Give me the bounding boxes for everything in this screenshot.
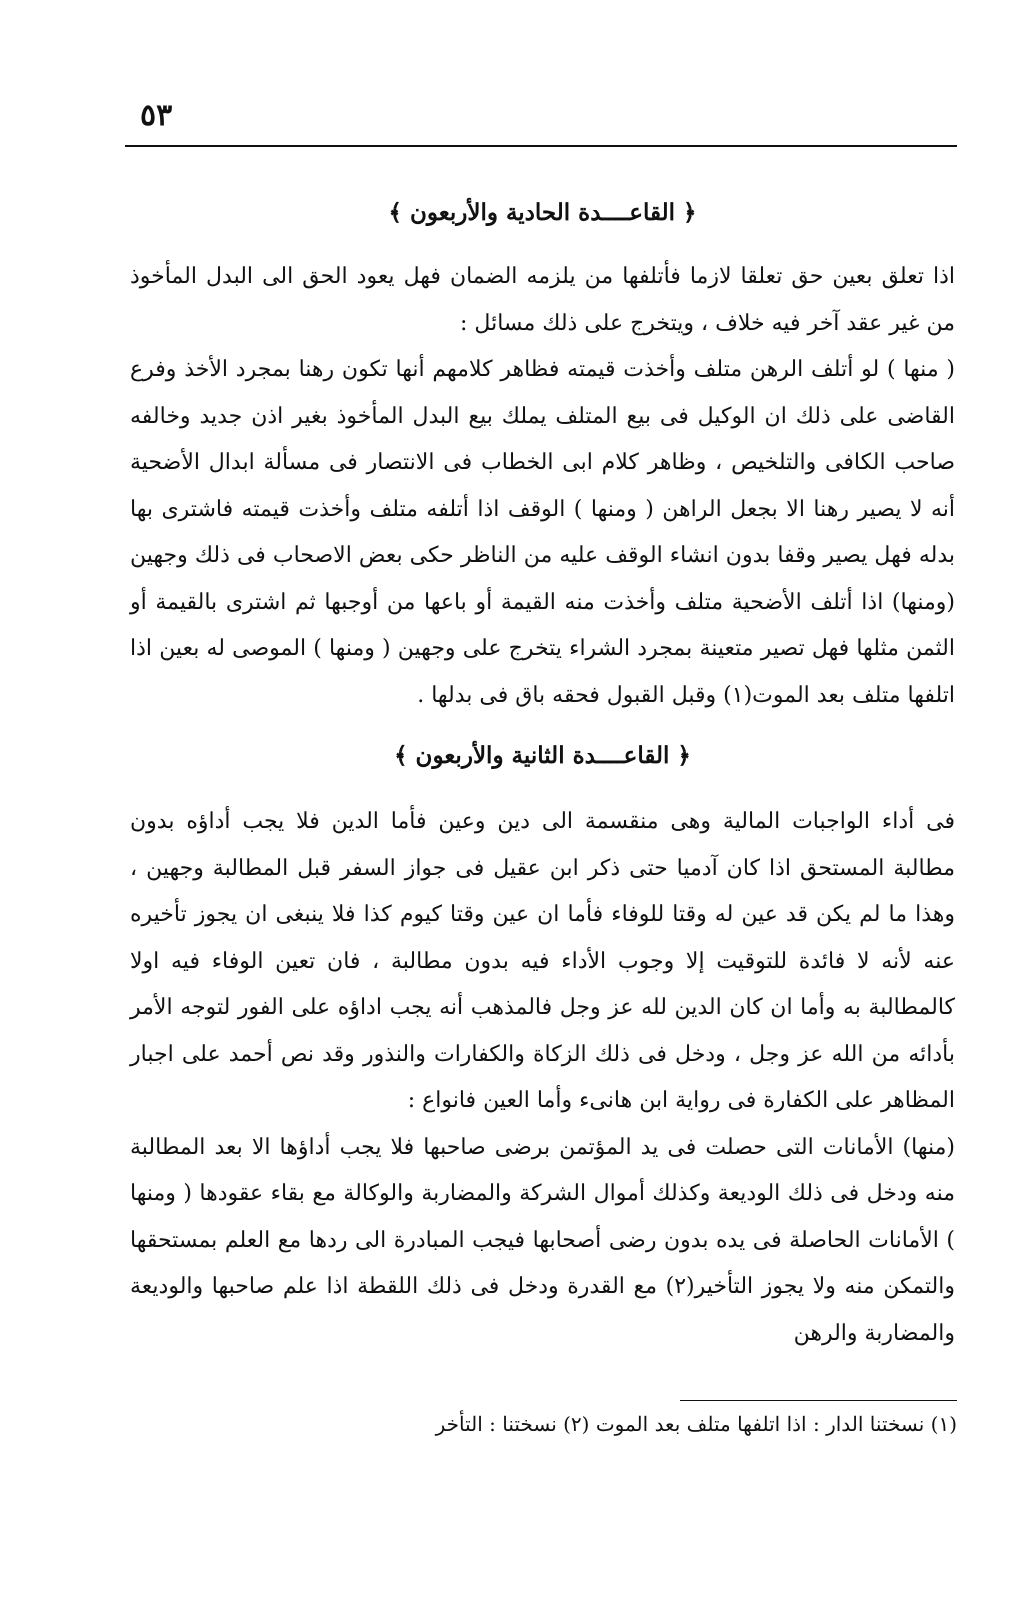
rule-41-heading: ﴿ القاعــــدة الحادية والأربعون ﴾ [388, 199, 697, 226]
rule-42-paragraph-1: فى أداء الواجبات المالية وهى منقسمة الى دين وعين فأما الدين فلا يجب أداؤه بدون مطالبة المستحق اذا كان آدميا حتى ذكر ابن عقيل فى جواز السفر قبل المطالبة وجهين ، وهذا ما لم يكن قد عين له وقتا للوفاء فأما ان عين وقتا كيوم كذا فلا ينبغى ان يجوز تأخيره عنه لأنه لا فائدة للتوقيت إلا وجوب الأداء فيه بدون مطالبة ، فان تعين الوفاء فيه اولا كالمطالبة به وأما ان كان الدين لله عز وجل فالمذهب أنه يجب اداؤه على الفور لتوجه الأمر بأدائه من الله عز وجل ، ودخل فى ذلك الزكاة والكفارات والنذور وقد نص أحمد على اجبار المظاهر على الكفارة فى رواية ابن هانىء وأما العين فانواع : [130, 809, 955, 1113]
rule-42-heading: ﴿ القاعــــدة الثانية والأربعون ﴾ [394, 742, 691, 769]
footnote-rule [680, 1400, 957, 1401]
rule-41-paragraph-2: ( منها ) لو أتلف الرهن متلف وأخذت قيمته فظاهر كلامهم أنها تكون رهنا بمجرد الأخذ وفرع القاضى على ذلك ان الوكيل فى بيع المتلف يملك بيع البدل المأخوذ بغير اذن جديد وخالفه صاحب الكافى والتلخيص ، وظاهر كلام ابى الخطاب فى الانتصار فى مسألة ابدال الأضحية أنه لا يصير رهنا الا بجعل الراهن ( ومنها ) الوقف اذا أتلفه متلف وأخذت قيمته فاشترى بها بدله فهل يصير وقفا بدون انشاء الوقف عليه من الناظر حكى بعض الاصحاب فى ذلك وجهين (ومنها) اذا أتلف الأضحية متلف وأخذت منه القيمة أو باعها من أوجبها ثم اشترى بالقيمة أو الثمن مثلها فهل تصير متعينة بمجرد الشراء يتخرج على وجهين ( ومنها ) الموصى له بعين اذا اتلفها متلف بعد الموت(١) وقبل القبول فحقه باق فى بدلها . [130, 357, 955, 708]
footnote: (١) نسختنا الدار : اذا اتلفها متلف بعد الموت (٢) نسختنا : التأخر [435, 1412, 957, 1436]
page-number: ٥٣ [140, 98, 173, 133]
rule-41-paragraph-1: اذا تعلق بعين حق تعلقا لازما فأتلفها من يلزمه الضمان فهل يعود الحق الى البدل المأخوذ من غير عقد آخر فيه خلاف ، ويتخرج على ذلك مسائل : [130, 264, 955, 336]
rule-42-paragraph-2: (منها) الأمانات التى حصلت فى يد المؤتمن برضى صاحبها فلا يجب أداؤها الا بعد المطالبة منه ودخل فى ذلك الوديعة وكذلك أموال الشركة والمضاربة والوكالة مع بقاء عقودها ( ومنها ) الأمانات الحاصلة فى يده بدون رضى أصحابها فيجب المبادرة الى ردها مع العلم بمستحقها والتمكن منه ولا يجوز التأخير(٢) مع القدرة ودخل فى ذلك اللقطة اذا علم صاحبها والوديعة والمضاربة والرهن [130, 1134, 955, 1346]
header-rule [125, 145, 957, 147]
page-body [130, 190, 955, 1357]
